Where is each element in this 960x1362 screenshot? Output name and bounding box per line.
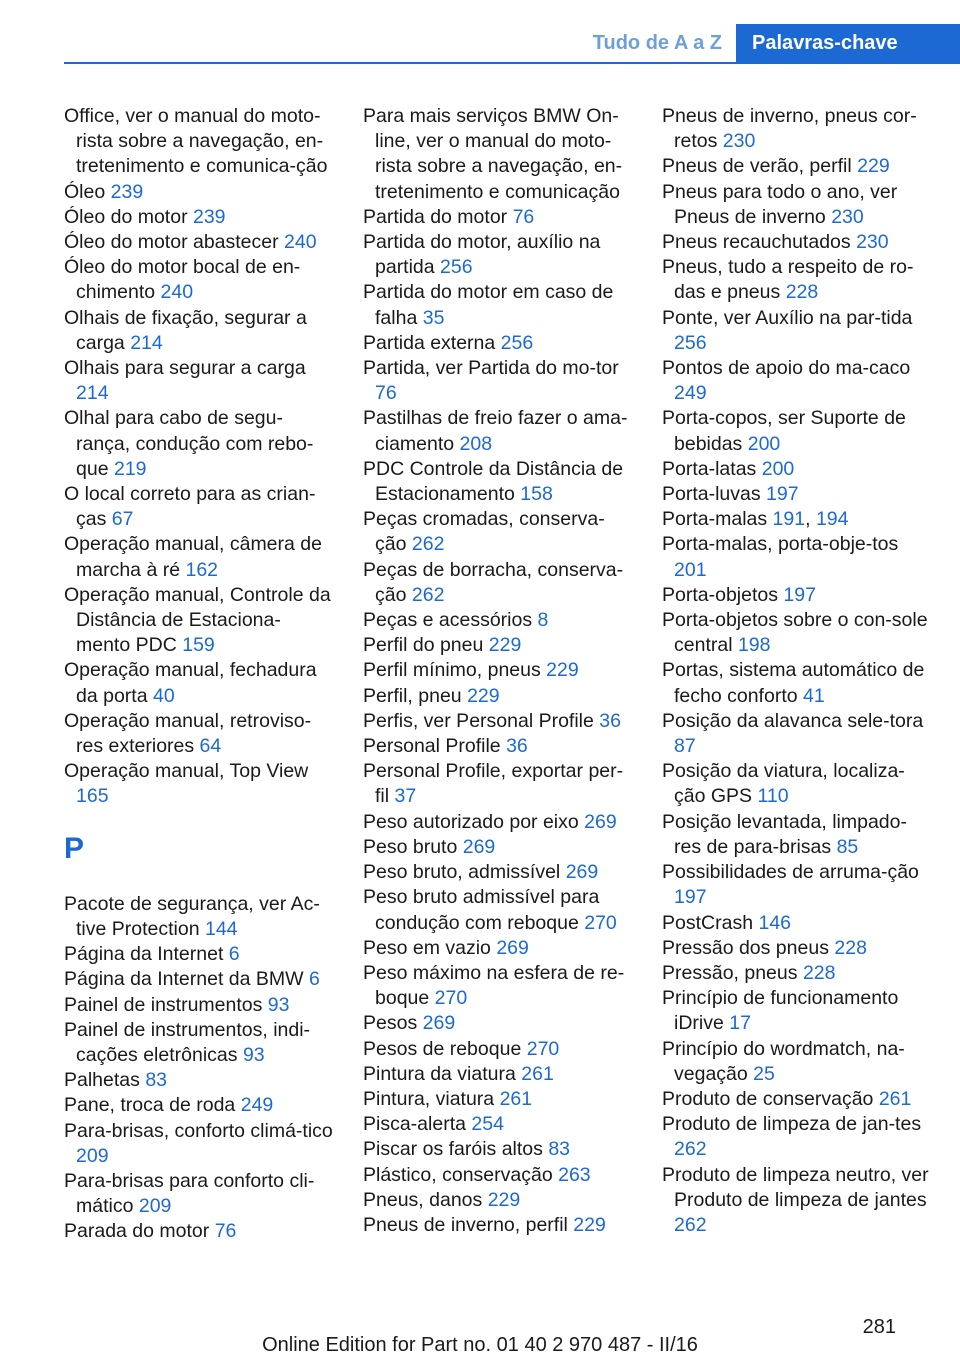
page-ref-link[interactable]: 8 (537, 609, 549, 632)
entry-term: Porta-malas (662, 508, 768, 531)
entry-term: Pane, troca de roda (64, 1094, 236, 1117)
index-entry (363, 1163, 633, 1188)
page-ref-link[interactable]: 239 (192, 205, 226, 228)
index-entry (363, 356, 633, 406)
page-ref-link[interactable]: 197 (766, 483, 799, 506)
index-entry (363, 759, 633, 809)
entry-term: Peso bruto (363, 835, 458, 858)
entry-term: Pressão dos pneus (662, 936, 829, 959)
entry-term: Peças cromadas, conserva-ção (363, 508, 605, 556)
entry-term: Painel de instrumentos, indi-cações eletrônicas (64, 1018, 311, 1066)
index-entry (662, 356, 932, 406)
index-entry (363, 684, 633, 709)
entry-term: Princípio de funcionamento iDrive (662, 987, 899, 1035)
page-ref-link[interactable]: 269 (565, 861, 599, 884)
page-ref-link[interactable]: 256 (674, 331, 707, 354)
entry-term: PostCrash (662, 911, 754, 934)
index-entry (363, 1037, 633, 1062)
page-ref-link[interactable]: 197 (674, 886, 707, 909)
page-ref-link[interactable]: 214 (76, 382, 109, 405)
page-ref-link[interactable]: 36 (506, 735, 528, 758)
index-entry (363, 1011, 633, 1036)
page-ref-link[interactable]: 76 (214, 1220, 237, 1243)
page-ref-link[interactable]: 249 (674, 382, 707, 405)
entry-term: Princípio do wordmatch, na-vegação (662, 1037, 905, 1085)
index-entry (363, 1112, 633, 1137)
index-entry (64, 1068, 334, 1093)
page-ref-link[interactable]: 36 (599, 709, 621, 732)
page-ref-link[interactable]: 40 (152, 684, 175, 707)
index-entry (64, 1219, 334, 1244)
page-ref-link[interactable]: 228 (785, 281, 819, 304)
entry-term: Óleo (64, 180, 106, 203)
index-entry (64, 583, 334, 659)
index-entry (662, 230, 932, 255)
entry-term: Palhetas (64, 1069, 140, 1092)
page-ref-link[interactable]: 269 (462, 835, 496, 858)
entry-term: Peso máximo na esfera de re-boque (363, 961, 625, 1010)
page-ref-link[interactable]: 64 (199, 735, 222, 758)
index-entry (64, 658, 334, 708)
index-entry (363, 658, 633, 683)
entry-term: Pintura, viatura (363, 1087, 495, 1110)
index-column-1 (64, 104, 334, 1245)
entry-term: Porta-copos, ser Suporte de bebidas (662, 407, 906, 455)
index-entry (64, 1018, 334, 1068)
index-entry (662, 709, 932, 759)
entry-term: Partida externa (363, 331, 496, 354)
entry-term: Página da Internet da BMW (64, 968, 304, 991)
page-ref-link[interactable]: 158 (520, 483, 553, 506)
entry-term: Painel de instrumentos (64, 993, 263, 1016)
page-ref-link[interactable]: 229 (573, 1213, 606, 1236)
index-entry (363, 734, 633, 759)
entry-term: Pastilhas de freio fazer o ama-ciamento (363, 407, 628, 455)
page-ref-link[interactable]: 262 (674, 1138, 707, 1161)
index-entry (64, 482, 334, 532)
page-ref-link[interactable]: 200 (747, 432, 781, 455)
page-ref-link[interactable]: 269 (422, 1012, 456, 1035)
page-ref-link[interactable]: 76 (375, 382, 397, 405)
entry-term: Portas, sistema automático de fecho conforto (662, 659, 925, 707)
entry-term: Perfil mínimo, pneus (363, 659, 541, 682)
entry-term: Peso bruto, admissível (363, 861, 561, 884)
section-tab[interactable]: Tudo de A a Z (592, 32, 722, 54)
page-ref-link[interactable]: 197 (783, 583, 816, 606)
entry-term: Porta-latas (662, 457, 757, 480)
index-entry (662, 860, 932, 910)
index-entry (64, 1119, 334, 1169)
page-ref-link[interactable]: 229 (857, 155, 890, 178)
index-entry (64, 356, 334, 406)
index-entry (662, 1163, 932, 1239)
index-entry (662, 986, 932, 1036)
page-ref-link[interactable]: 219 (113, 457, 147, 480)
entry-term: Pacote de segurança, ver Ac-tive Protection (64, 892, 320, 940)
index-entry (662, 810, 932, 860)
entry-term: Produto de conservação (662, 1087, 874, 1110)
page-ref-link[interactable]: 256 (500, 331, 534, 354)
index-entry (363, 860, 633, 885)
page-ref-link[interactable]: 83 (145, 1069, 168, 1092)
index-entry (662, 759, 932, 809)
entry-term: Pneus de inverno, perfil (363, 1213, 568, 1236)
index-entry (64, 230, 334, 255)
index-entry (363, 104, 633, 205)
entry-term: Personal Profile (363, 735, 501, 758)
entry-term: Pneus recauchutados (662, 231, 851, 254)
index-entry (662, 911, 932, 936)
index-entry (363, 558, 633, 608)
page-ref-link[interactable]: 144 (204, 917, 238, 940)
index-entry (64, 104, 334, 180)
page-ref-link[interactable]: 254 (471, 1113, 504, 1136)
footer-edition: Online Edition for Part no. 01 40 2 970 487 - II/16 (262, 1334, 698, 1356)
entry-term: Partida, ver Partida do mo-tor (363, 357, 619, 380)
entry-term: Porta-objetos (662, 583, 778, 606)
entry-term: Pneus de verão, perfil (662, 155, 852, 178)
page-ref-link[interactable]: 201 (674, 558, 707, 581)
index-entry (64, 1093, 334, 1118)
page-ref-link[interactable]: 194 (815, 508, 849, 531)
page-ref-link[interactable]: 270 (584, 911, 617, 934)
entry-term: Posição da alavanca sele-tora (662, 709, 924, 732)
entry-term: Posição levantada, limpado-res de para-brisas (662, 810, 907, 858)
index-entry (64, 532, 334, 582)
index-entry (363, 1213, 633, 1238)
index-entry (662, 482, 932, 507)
header-rule (64, 62, 960, 64)
index-entry (363, 709, 633, 734)
entry-term: Perfil do pneu (363, 634, 484, 657)
entry-term: Peso autorizado por eixo (363, 810, 579, 833)
page-ref-link[interactable]: 85 (836, 835, 859, 858)
index-entry (64, 892, 334, 942)
page-ref-link[interactable]: 256 (440, 256, 473, 279)
page-ref-link[interactable]: 146 (758, 911, 792, 934)
page-ref-link[interactable]: 209 (138, 1195, 172, 1218)
entry-term: Office, ver o manual do moto-rista sobre a navegação, en-tretenimento e comunica-ção (64, 105, 328, 178)
entry-term: Para mais serviços BMW On-line, ver o manual do moto-rista sobre a navegação, en-tretenimento e comunicação (363, 105, 623, 203)
page-ref-link[interactable]: 269 (584, 810, 617, 833)
page-ref-link[interactable]: 262 (411, 583, 445, 606)
entry-term: Perfis, ver Personal Profile (363, 709, 594, 732)
index-entry (662, 936, 932, 961)
page-ref-link[interactable]: 37 (394, 785, 417, 808)
entry-term: Plástico, conservação (363, 1163, 553, 1186)
page-ref-link[interactable]: 230 (722, 130, 756, 153)
index-entry (363, 961, 633, 1011)
index-entry (662, 154, 932, 179)
page-ref-link[interactable]: 228 (802, 961, 836, 984)
index-entry (662, 532, 932, 582)
index-entry (363, 331, 633, 356)
index-letter-heading: P (64, 831, 85, 865)
entry-term: Partida do motor, auxílio na partida (363, 231, 601, 279)
entry-term: Pneus, tudo a respeito de ro-das e pneus (662, 256, 914, 304)
page-ref-link[interactable]: 263 (558, 1163, 591, 1186)
index-entry (64, 255, 334, 305)
entry-term: Óleo do motor abastecer (64, 231, 279, 254)
index-entry (64, 967, 334, 992)
page-ref-link[interactable]: 76 (512, 205, 535, 228)
entry-term: Peças e acessórios (363, 609, 533, 632)
index-entry (662, 306, 932, 356)
page-ref-link[interactable]: 35 (422, 306, 445, 329)
entry-term: Pintura da viatura (363, 1062, 516, 1085)
page-ref-link[interactable]: 261 (499, 1087, 533, 1110)
entry-term: Operação manual, Top View (64, 760, 309, 783)
index-entry (662, 583, 932, 608)
entry-term: Peças de borracha, conserva-ção (363, 558, 624, 606)
index-entry (662, 608, 932, 658)
entry-term: Operação manual, fechadura da porta (64, 659, 317, 707)
entry-term: PDC Controle da Distância de Estacionamento (363, 457, 624, 506)
page-ref-link[interactable]: 6 (308, 968, 320, 991)
page-ref-link[interactable]: 159 (182, 634, 215, 657)
page-ref-link[interactable]: 83 (548, 1138, 571, 1161)
entry-term: Pesos (363, 1012, 418, 1035)
entry-term: Óleo do motor bocal de en-chimento (64, 256, 301, 304)
index-entry (64, 1169, 334, 1219)
entry-term: Operação manual, câmera de marcha à ré (64, 533, 322, 581)
entry-term: Pneus para todo o ano, ver Pneus de inverno (662, 180, 898, 228)
index-entry (64, 759, 334, 809)
page-ref-link[interactable]: 200 (761, 457, 795, 480)
index-entry (64, 306, 334, 356)
page-ref-link[interactable]: 262 (674, 1213, 707, 1236)
page-ref-link[interactable]: 230 (831, 205, 864, 228)
page-ref-link[interactable]: 228 (834, 936, 867, 959)
page-ref-link[interactable]: 110 (757, 785, 789, 808)
page-ref-link[interactable]: 93 (267, 993, 290, 1016)
index-entry (662, 255, 932, 305)
page-ref-link[interactable]: 209 (76, 1144, 109, 1167)
entry-term: Produto de limpeza neutro, ver Produto de limpeza de jantes (662, 1163, 929, 1211)
page-ref-link[interactable]: 17 (729, 1012, 751, 1035)
page-ref-link[interactable]: 162 (185, 558, 219, 581)
index-column-3 (662, 104, 932, 1238)
index-entry (662, 1087, 932, 1112)
index-entry (363, 1137, 633, 1162)
page-ref-link[interactable]: 262 (411, 533, 445, 556)
index-entry: Porta-malas 191, 194 (662, 508, 849, 531)
index-entry (662, 961, 932, 986)
entry-term: Olhais para segurar a carga (64, 357, 306, 380)
index-entry (64, 205, 334, 230)
entry-term: Pisca-alerta (363, 1113, 466, 1136)
page-ref-link[interactable]: 191 (772, 508, 806, 531)
entry-term: Produto de limpeza de jan-tes (662, 1113, 922, 1136)
entry-term: Porta-luvas (662, 483, 761, 506)
entry-term: Porta-objetos sobre o con-sole central (662, 609, 928, 657)
page-ref-link[interactable]: 198 (737, 634, 771, 657)
entry-term: O local correto para as crian-ças (64, 483, 316, 531)
entry-term: Partida do motor em caso de falha (363, 281, 614, 329)
index-column-2 (363, 104, 633, 1238)
page-ref-link[interactable]: 261 (878, 1087, 912, 1110)
entry-term: Página da Internet (64, 943, 224, 966)
page-ref-link[interactable]: 240 (160, 281, 194, 304)
page-ref-link[interactable]: 229 (488, 634, 522, 657)
page-ref-link[interactable]: 25 (753, 1062, 775, 1085)
index-entry (363, 835, 633, 860)
index-entry (363, 280, 633, 330)
page-number: 281 (862, 1316, 896, 1338)
active-tab[interactable]: Palavras-chave (736, 24, 960, 62)
index-entry (363, 1188, 633, 1213)
entry-term: Pneus, danos (363, 1188, 483, 1211)
index-entry (662, 406, 932, 456)
entry-term: Peso em vazio (363, 936, 491, 959)
entry-term: Peso bruto admissível para condução com reboque (363, 886, 600, 934)
entry-term: Pontos de apoio do ma-caco (662, 357, 911, 380)
index-entry (662, 658, 932, 708)
page-ref-link[interactable]: 249 (240, 1094, 274, 1117)
entry-term: Para-brisas, conforto climá-tico (64, 1119, 333, 1142)
page-ref-link[interactable]: 229 (487, 1188, 521, 1211)
index-entry (64, 180, 334, 205)
index-entry (363, 230, 633, 280)
index-entry (363, 457, 633, 507)
page-ref-link[interactable]: 214 (130, 331, 163, 354)
page-ref-link[interactable]: 229 (546, 659, 579, 682)
page-ref-link[interactable]: 239 (110, 180, 144, 203)
index-entry (64, 942, 334, 967)
index-entry (363, 1062, 633, 1087)
page-ref-link[interactable]: 240 (284, 231, 317, 254)
page-ref-link[interactable]: 261 (521, 1062, 554, 1085)
entry-term: Piscar os faróis altos (363, 1138, 543, 1161)
page-ref-link[interactable]: 230 (856, 231, 889, 254)
page-ref-link[interactable]: 41 (803, 684, 825, 707)
index-entry (662, 180, 932, 230)
index-entry (363, 885, 633, 935)
page-ref-link[interactable]: 269 (496, 936, 529, 959)
entry-term: Operação manual, Controle da Distância de Estaciona-mento PDC (64, 583, 331, 657)
page-header (0, 0, 960, 62)
entry-term: Posição da viatura, localiza-ção GPS (662, 760, 905, 808)
index-entry (363, 406, 633, 456)
entry-term: Para-brisas para conforto cli-mático (64, 1169, 315, 1218)
index-entry (662, 457, 932, 482)
entry-term: Porta-malas, porta-obje-tos (662, 533, 899, 556)
index-entry (64, 406, 334, 482)
entry-term: Operação manual, retroviso-res exteriores (64, 709, 312, 758)
entry-term: Ponte, ver Auxílio na par-tida (662, 306, 913, 329)
page-ref-link[interactable]: 270 (526, 1037, 560, 1060)
index-entry (363, 633, 633, 658)
entry-term: Pneus de inverno, pneus cor-retos (662, 105, 917, 153)
entry-term: Óleo do motor (64, 205, 188, 228)
entry-term: Parada do motor (64, 1220, 210, 1243)
entry-term: Possibilidades de arruma-ção (662, 861, 919, 884)
page-ref-link[interactable]: 229 (467, 684, 500, 707)
page-ref-link[interactable]: 165 (76, 785, 109, 808)
page-ref-link[interactable]: 6 (228, 943, 240, 966)
page-ref-link[interactable]: 270 (434, 987, 468, 1010)
index-entry (363, 205, 633, 230)
page-ref-link[interactable]: 87 (674, 735, 696, 758)
page-ref-link[interactable]: 93 (242, 1043, 265, 1066)
page-ref-link[interactable]: 67 (111, 508, 134, 531)
index-entry (64, 709, 334, 759)
index-entry (64, 993, 334, 1018)
index-entry (662, 1037, 932, 1087)
entry-term: Pressão, pneus (662, 961, 798, 984)
entry-term: Partida do motor (363, 205, 508, 228)
entry-term: Olhais de fixação, segurar a carga (64, 306, 307, 354)
index-entry (662, 104, 932, 154)
page-ref-link[interactable]: 208 (459, 432, 493, 455)
index-entry (363, 936, 633, 961)
index-entry (363, 1087, 633, 1112)
index-entry (363, 810, 633, 835)
entry-term: Olhal para cabo de segu-rança, condução com rebo-que (64, 407, 314, 480)
entry-term: Perfil, pneu (363, 684, 462, 707)
index-entry (662, 1112, 932, 1162)
index-entry (363, 608, 633, 633)
entry-term: Pesos de reboque (363, 1037, 522, 1060)
entry-term: Personal Profile, exportar per-fil (363, 760, 624, 808)
index-entry (363, 507, 633, 557)
